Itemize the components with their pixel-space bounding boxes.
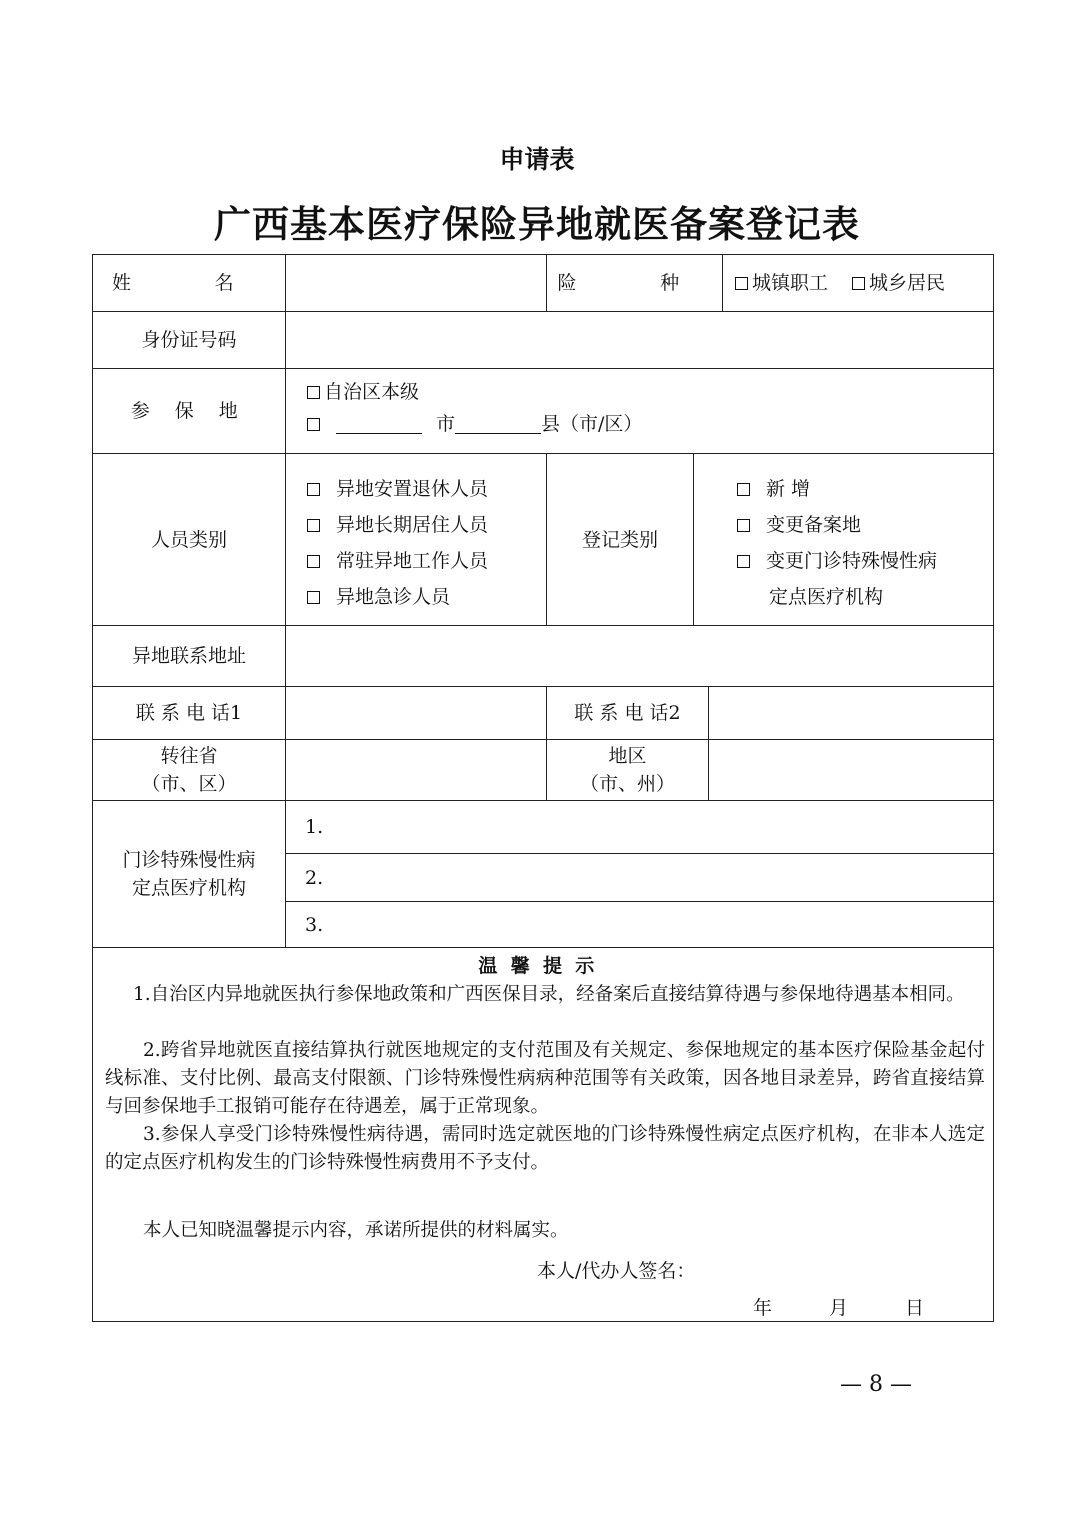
region-level-checkbox[interactable] xyxy=(307,386,320,399)
region-level-label: 自治区本级 xyxy=(324,381,420,403)
chronic-clinic-field-3[interactable]: 3. xyxy=(305,913,324,936)
person-type-checkbox[interactable] xyxy=(307,591,320,604)
insured-place-option-region xyxy=(307,378,419,406)
phone-2-field[interactable] xyxy=(709,687,993,739)
person-type-checkbox[interactable] xyxy=(307,519,320,532)
county-suffix: 县（市/区） xyxy=(541,413,643,435)
urban-employee-checkbox[interactable] xyxy=(735,277,748,290)
person-type-label-4: 异地急诊人员 xyxy=(336,586,451,608)
registration-form xyxy=(92,254,994,1322)
person-type-label-1: 异地安置退休人员 xyxy=(336,478,489,500)
insurance-type-options xyxy=(735,265,945,301)
register-type-checkbox[interactable] xyxy=(737,483,750,496)
city-suffix: 市 xyxy=(436,413,456,435)
form-category-title: 申请表 xyxy=(499,145,575,174)
urban-rural-resident-label: 城乡居民 xyxy=(869,272,946,294)
register-type-option xyxy=(737,507,861,543)
city-blank[interactable] xyxy=(336,413,422,434)
register-type-option xyxy=(737,471,810,507)
person-type-label-2: 异地长期居住人员 xyxy=(336,514,489,536)
date-year-label: 年 xyxy=(753,1297,773,1319)
phone-1-label: 联 系 电 话1 xyxy=(135,702,243,724)
person-type-option xyxy=(307,579,450,615)
person-type-option xyxy=(307,543,488,579)
urban-rural-resident-checkbox[interactable] xyxy=(852,277,865,290)
commitment-text: 本人已知晓温馨提示内容，承诺所提供的材料属实。 xyxy=(143,1220,569,1241)
city-county-checkbox[interactable] xyxy=(307,418,320,431)
remote-address-label: 异地联系地址 xyxy=(131,645,246,667)
form-main-title: 广西基本医疗保险异地就医备案登记表 xyxy=(214,203,860,246)
id-number-label: 身份证号码 xyxy=(141,329,237,351)
person-type-option xyxy=(307,471,488,507)
register-type-checkbox[interactable] xyxy=(737,519,750,532)
destination-region-label: 地区 （市、州） xyxy=(579,745,675,795)
urban-employee-label: 城镇职工 xyxy=(752,272,829,294)
county-blank[interactable] xyxy=(455,413,541,434)
destination-province-label: 转往省 （市、区） xyxy=(141,745,237,795)
register-type-label-2: 变更备案地 xyxy=(766,514,862,536)
insured-place-label: 参 保 地 xyxy=(130,400,248,422)
destination-region-field[interactable] xyxy=(709,740,993,800)
signature-field[interactable] xyxy=(699,1256,859,1282)
person-type-checkbox[interactable] xyxy=(307,555,320,568)
register-type-option xyxy=(737,543,937,579)
chronic-clinic-field-1[interactable]: 1. xyxy=(305,816,324,838)
chronic-clinic-field-2[interactable]: 2. xyxy=(305,866,324,889)
tip-item-3: 3.参保人享受门诊特殊慢性病待遇，需同时选定就医地的门诊特殊慢性病定点医疗机构，在非本人选定的定点医疗机构发生的门诊特殊慢性病费用不予支付。 xyxy=(105,1124,985,1173)
person-type-checkbox[interactable] xyxy=(307,483,320,496)
phone-1-field[interactable] xyxy=(286,687,546,739)
register-type-label-3-cont: 定点医疗机构 xyxy=(769,586,884,608)
tips-title: 温馨提示 xyxy=(478,955,608,977)
person-type-label-3: 常驻异地工作人员 xyxy=(336,550,489,572)
insured-place-option-city xyxy=(307,410,642,438)
signature-label: 本人/代办人签名： xyxy=(537,1260,696,1282)
page-number: — 8 — xyxy=(840,1372,912,1397)
register-type-label-3: 变更门诊特殊慢性病 xyxy=(766,550,938,572)
tip-item-2: 2.跨省异地就医直接结算执行就医地规定的支付范围及有关规定、参保地规定的基本医疗保险基金起付线标准、支付比例、最高支付限额、门诊特殊慢性病病种范围等有关政策，因各地目录差异，跨省直接结算与回参保地手工报销可能存在待遇差，属于正常现象。 xyxy=(105,1040,985,1117)
register-type-checkbox[interactable] xyxy=(737,555,750,568)
destination-province-field[interactable] xyxy=(286,740,546,800)
phone-2-label: 联 系 电 话2 xyxy=(574,702,681,724)
date-day-label: 日 xyxy=(905,1297,925,1319)
name-field[interactable] xyxy=(286,255,546,311)
id-number-field[interactable] xyxy=(286,312,993,368)
tip-item-1: 1.自治区内异地就医执行参保地政策和广西医保目录，经备案后直接结算待遇与参保地待遇基本相同。 xyxy=(133,984,965,1005)
date-month-label: 月 xyxy=(829,1297,849,1319)
insurance-type-label: 险 种 xyxy=(557,272,712,294)
remote-address-field[interactable] xyxy=(286,626,993,686)
register-type-label-1: 新 增 xyxy=(766,478,811,500)
person-type-option xyxy=(307,507,488,543)
chronic-clinic-label: 门诊特殊慢性病 定点医疗机构 xyxy=(122,849,256,899)
register-type-label: 登记类别 xyxy=(581,528,658,551)
name-label: 姓 名 xyxy=(112,272,266,294)
person-type-label: 人员类别 xyxy=(150,528,227,551)
